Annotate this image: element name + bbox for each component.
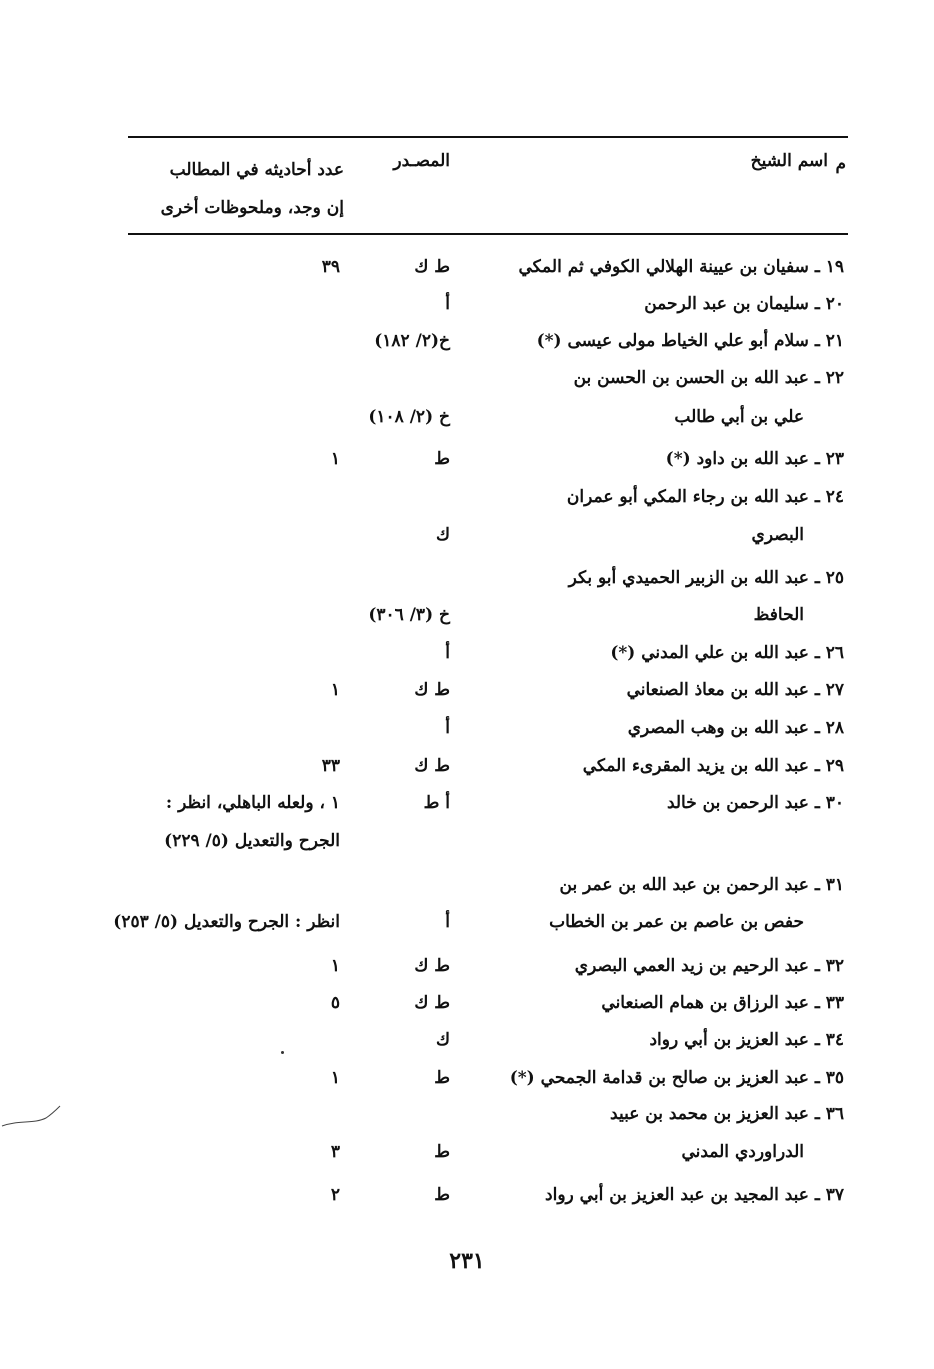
margin-pen-stroke [0,1100,64,1140]
sheikh-name: ٢٣ ـ عبد الله بن داود (*) [665,449,844,469]
source-code: ط [434,1068,450,1088]
sheikh-name: ٢٢ ـ عبد الله بن الحسن بن الحسن بن [573,368,844,388]
header-source-column: المصـدر [393,151,450,171]
notes-text: ١ [330,956,340,976]
table-row [0,326,934,356]
table-row [0,675,934,705]
source-code: خ (٢/ ١٠٨) [368,407,450,427]
table-row [0,563,934,593]
notes-text: ٥ [330,993,340,1013]
table-row [0,1025,934,1055]
table-row [0,826,934,856]
source-code: أ [445,912,450,932]
sheikh-name: ٣٣ ـ عبد الرزاق بن همام الصنعاني [601,993,844,1013]
table-row [0,907,934,937]
sheikh-name-continuation: الحافظ [753,605,804,625]
sheikh-name: ٣٤ ـ عبد العزيز بن أبي رواد [649,1030,844,1050]
notes-text: ١ [330,449,340,469]
table-row [0,951,934,981]
table-row [0,289,934,319]
table-row [0,1137,934,1167]
source-code: ك [435,525,450,545]
source-code: ط [434,1142,450,1162]
source-code: خ(٢/ ١٨٢) [374,331,450,351]
notes-text: ٣ [330,1142,340,1162]
header-number-column: م [835,154,846,174]
source-code: ط [434,1185,450,1205]
sheikh-name: ٢٧ ـ عبد الله بن معاذ الصنعاني [626,680,844,700]
source-code: ط ك [414,956,450,976]
sheikh-name: ٢٨ ـ عبد الله بن وهب المصري [627,718,844,738]
table-row [0,363,934,393]
sheikh-name: ٣٦ ـ عبد العزيز بن محمد بن عبيد [610,1104,844,1124]
header-notes-line-2: إن وجد، وملحوظات أخرى [160,198,344,218]
table-row [0,444,934,474]
notes-text: ١ ، ولعله الباهلي، انظر : [165,793,340,813]
sheikh-name-continuation: علي بن أبي طالب [674,407,804,427]
source-code: ك [435,1030,450,1050]
sheikh-name: ٢٤ ـ عبد الله بن رجاء المكي أبو عمران [566,487,844,507]
sheikh-name-continuation: حفص بن عاصم بن عمر بن الخطاب [549,912,804,932]
table-row [0,1099,934,1129]
source-code: ط ك [414,756,450,776]
source-code: ط ك [414,257,450,277]
sheikh-name: ٢٠ ـ سليمان بن عبد الرحمن [644,294,844,314]
source-code: أ ط [423,793,450,813]
sheikh-name: ٣٢ ـ عبد الرحيم بن زيد العمي البصري [574,956,844,976]
notes-text: ٢ [330,1185,340,1205]
notes-text: ١ [330,1068,340,1088]
table-row [0,482,934,512]
header-notes-line-1: عدد أحاديثه في المطالب [169,160,344,180]
sheikh-name-continuation: الدراوردي المدني [681,1142,804,1162]
sheikh-name: ٣٠ ـ عبد الرحمن بن خالد [666,793,844,813]
table-row [0,870,934,900]
table-row [0,713,934,743]
sheikh-name: ٣١ ـ عبد الرحمن بن عبد الله بن عمر بن [559,875,844,895]
source-code: ط [434,449,450,469]
notes-text: ١ [330,680,340,700]
sheikh-name: ٢٩ ـ عبد الله بن يزيد المقرىء المكي [582,756,844,776]
sheikh-name: ٢٥ ـ عبد الله بن الزبير الحميدي أبو بكر [568,568,844,588]
table-row [0,520,934,550]
source-code: أ [445,643,450,663]
sheikh-name: ٢١ ـ سلام أبو علي الخياط مولى عيسى (*) [536,331,844,351]
table-row [0,1180,934,1210]
sheikh-name-continuation: البصري [751,525,804,545]
table-row [0,1063,934,1093]
source-code: أ [445,718,450,738]
page-number: ٢٣١ [449,1248,485,1274]
table-row [0,252,934,282]
source-code: أ [445,294,450,314]
sheikh-name: ٣٥ ـ عبد العزيز بن صالح بن قدامة الجمحي (*) [509,1068,844,1088]
source-code: خ (٣/ ٣٠٦) [368,605,450,625]
sheikh-name: ٣٧ ـ عبد المجيد بن عبد العزيز بن أبي رواد [545,1185,844,1205]
source-code: ط ك [414,680,450,700]
table-row [0,788,934,818]
sheikh-name: ١٩ ـ سفيان بن عيينة الهلالي الكوفي ثم المكي [518,257,844,277]
table-row [0,402,934,432]
table-row [0,751,934,781]
header-sheikh-name-column: اسم الشيخ [750,151,828,171]
notes-text: ٣٩ [321,257,340,277]
table-row [0,600,934,630]
notes-text: انظر : الجرح والتعديل (٥/ ٢٥٣) [113,912,340,932]
margin-dot [281,1051,284,1054]
notes-text: ٣٣ [321,756,340,776]
notes-text: الجرح والتعديل (٥/ ٢٢٩) [164,831,340,851]
source-code: ط ك [414,993,450,1013]
sheikh-name: ٢٦ ـ عبد الله بن علي المدني (*) [610,643,844,663]
table-row [0,988,934,1018]
table-row [0,638,934,668]
